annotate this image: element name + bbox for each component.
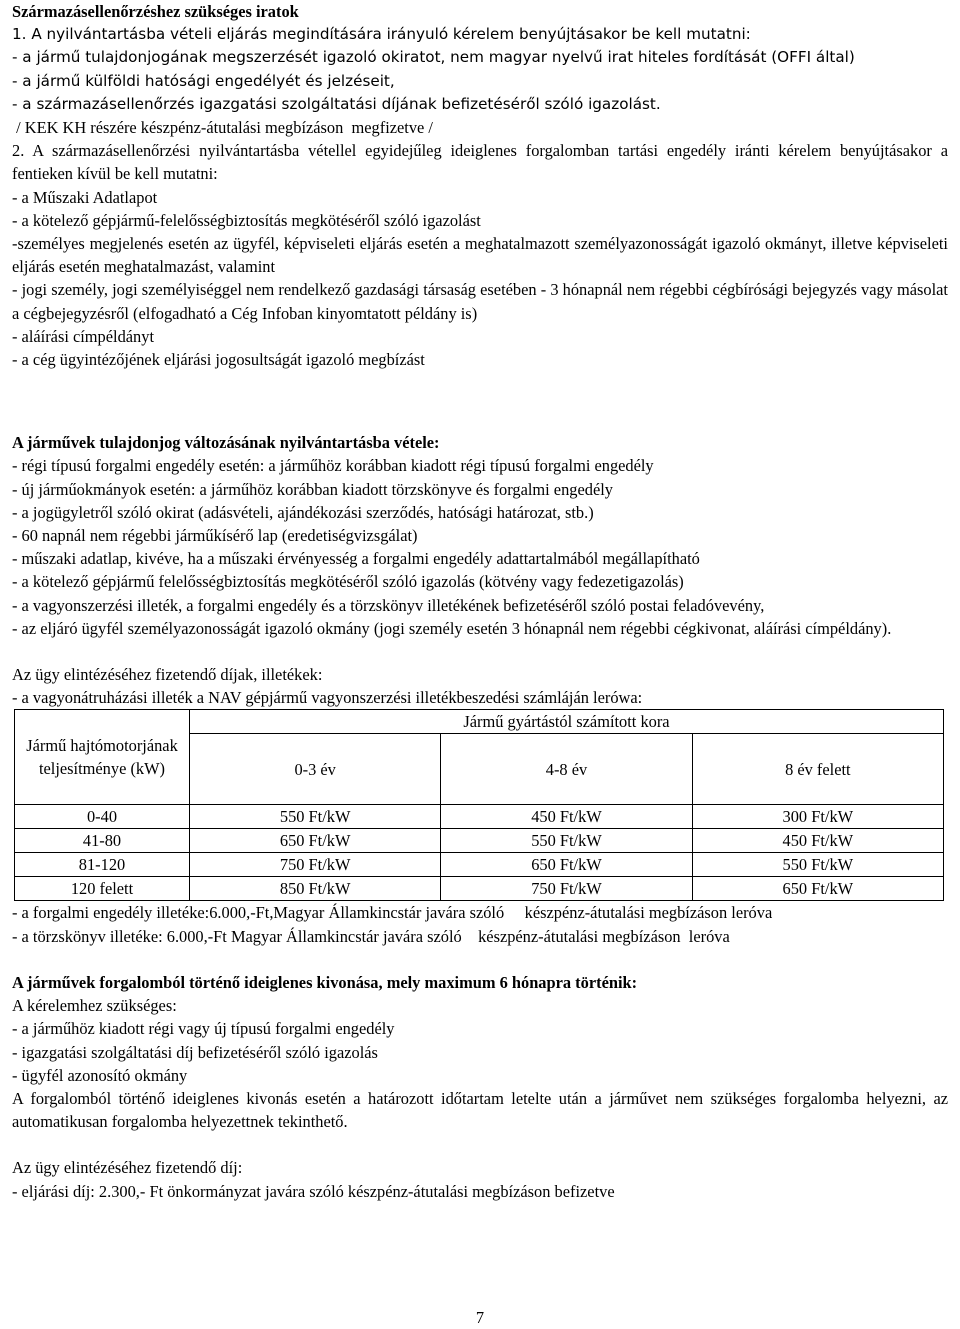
section1-p1-intro: 1. A nyilvántartásba vételi eljárás megindítására irányuló kérelem benyújtásakor be kell mutatni: — [12, 25, 751, 44]
table-row — [15, 829, 944, 853]
section2-item: - régi típusú forgalmi engedély esetén: a járműhöz korábban kiadott régi típusú forgalmi engedély — [12, 456, 654, 476]
fee-table-cell: 550 Ft/kW — [190, 805, 441, 829]
fee-table-header-age: 8 év felett — [692, 734, 943, 805]
section2-item: - 60 napnál nem régebbi járműkísérő lap (eredetiségvizsgálat) — [12, 526, 418, 546]
fee-table-cell: 750 Ft/kW — [190, 853, 441, 877]
section1-p2-item: - a cég ügyintézőjének eljárási jogosultságát igazoló megbízást — [12, 350, 425, 370]
fee-table-header-power: Jármű hajtómotorjának teljesítménye (kW) — [15, 710, 190, 805]
section2-item: - műszaki adatlap, kivéve, ha a műszaki érvényesség a forgalmi engedély adattartalmából megállapítható — [12, 549, 700, 569]
table-row — [15, 853, 944, 877]
section2-item: - az eljáró ügyfél személyazonosságát igazoló okmány (jogi személy esetén 3 hónapnál nem régebbi cégkivonat, aláírási címpéldány). — [12, 618, 892, 638]
section1-p2-item: -személyes megjelenés esetén az ügyfél, képviseleti eljárás esetén a meghatalmazott személyazonosságát igazoló okmányt, illetve képviseleti eljárás esetén meghatalmazást, valamint — [12, 234, 948, 277]
fee-table-power: 0-40 — [15, 805, 190, 829]
section2-fees-intro: Az ügy elintézéséhez fizetendő díjak, illetékek: — [12, 665, 323, 685]
fee-table-power: 120 felett — [15, 877, 190, 901]
fee-table-cell: 650 Ft/kW — [441, 853, 692, 877]
section1-p1-item: - a jármű tulajdonjogának megszerzését igazoló okiratot, nem magyar nyelvű irat hiteles fordítását (OFFI által) — [12, 48, 855, 67]
section1-p1-item: - a jármű külföldi hatósági engedélyét és jelzéseit, — [12, 71, 395, 90]
section3-fee-line: - eljárási díj: 2.300,- Ft önkormányzat javára szóló készpénz-átutalási megbízáson befizetve — [12, 1181, 615, 1201]
fee-table-cell: 750 Ft/kW — [441, 877, 692, 901]
section2-item: - a kötelező gépjármű felelősségbiztosítás megkötéséről szóló igazolás (kötvény vagy fedezetigazolás) — [12, 572, 684, 592]
fee-table-power: 41-80 — [15, 829, 190, 853]
section1-p1-item: - a származásellenőrzés igazgatási szolgáltatási díjának befizetéséről szóló igazolást. — [12, 94, 661, 113]
section2-item: - a vagyonszerzési illeték, a forgalmi engedély és a törzskönyv illetékének befizetéséről szóló postai feladóvevény, — [12, 595, 765, 615]
fee-table-cell: 650 Ft/kW — [692, 877, 943, 901]
fee-table-cell: 300 Ft/kW — [692, 805, 943, 829]
fee-table — [14, 709, 944, 901]
table-row — [15, 805, 944, 829]
section1-p2-item: - a kötelező gépjármű-felelősségbiztosítás megkötéséről szóló igazolást — [12, 210, 481, 230]
fee-table-cell: 450 Ft/kW — [441, 805, 692, 829]
section1-title: Származásellenőrzéshez szükséges iratok — [12, 2, 299, 21]
title-document-fee-line: - a törzskönyv illetéke: 6.000,-Ft Magyar Államkincstár javára szóló készpénz-átutalási megbízáson leróva — [12, 926, 730, 946]
section2-item: - a jogügyletről szóló okirat (adásvételi, ajándékozási szerződés, hatósági határozat, stb.) — [12, 502, 594, 522]
registration-fee-line: - a forgalmi engedély illetéke:6.000,-Ft,Magyar Államkincstár javára szóló készpénz-átutalási megbízáson leróva — [12, 903, 773, 923]
page-number: 7 — [475, 1308, 485, 1327]
section1-p2-item: - a Műszaki Adatlapot — [12, 187, 158, 207]
section1-p1-note: / KEK KH részére készpénz-átutalási megbízáson megfizetve / — [12, 118, 433, 138]
fee-table-cell: 850 Ft/kW — [190, 877, 441, 901]
table-row — [15, 877, 944, 901]
section1-p2-intro: 2. A származásellenőrzési nyilvántartásba vétellel egyidejűleg ideiglenes forgalomban tartási engedély iránti kérelem benyújtásakor a fentieken kívül be kell mutatni: — [12, 141, 948, 184]
section2-title: A járművek tulajdonjog változásának nyilvántartásba vétele: — [12, 433, 440, 453]
section1-p2-item: - aláírási címpéldányt — [12, 326, 154, 346]
fee-table-cell: 450 Ft/kW — [692, 829, 943, 853]
section3-item: - ügyfél azonosító okmány — [12, 1065, 188, 1085]
fee-table-cell: 550 Ft/kW — [441, 829, 692, 853]
fee-table-cell: 650 Ft/kW — [190, 829, 441, 853]
section2-fees-line: - a vagyonátruházási illeték a NAV gépjármű vagyonszerzési illetékbeszedési számláján lerówa: — [12, 688, 643, 708]
fee-table-header-age: 0-3 év — [190, 734, 441, 805]
section2-item: - új járműokmányok esetén: a járműhöz korábban kiadott törzskönyve és forgalmi engedély — [12, 479, 613, 499]
section3-title: A járművek forgalomból történő ideiglenes kivonása, mely maximum 6 hónapra történik: — [12, 972, 638, 992]
fee-table-cell: 550 Ft/kW — [692, 853, 943, 877]
fee-table-power: 81-120 — [15, 853, 190, 877]
section3-req-intro: A kérelemhez szükséges: — [12, 996, 177, 1016]
section3-item: - igazgatási szolgáltatási díj befizetéséről szóló igazolás — [12, 1042, 378, 1062]
section1-p2-item: - jogi személy, jogi személyiséggel nem rendelkező gazdasági társaság esetében - 3 hónapnál nem régebbi cégbírósági bejegyzés vagy másolat a cégbejegyzésről (elfogadható a Cég Infoban kinyomtatott példány is) — [12, 280, 948, 323]
section3-item: - a járműhöz kiadott régi vagy új típusú forgalmi engedély — [12, 1019, 395, 1039]
fee-table-header-age: 4-8 év — [441, 734, 692, 805]
section3-paragraph: A forgalomból történő ideiglenes kivonás esetén a határozott időtartam letelte után a járművet nem szükséges forgalomba helyezni, az automatikusan forgalomba helyezettnek tekinthető. — [12, 1088, 948, 1132]
fee-table-header-age-group: Jármű gyártástól számított kora — [190, 710, 944, 734]
section3-fee-intro: Az ügy elintézéséhez fizetendő díj: — [12, 1158, 243, 1178]
